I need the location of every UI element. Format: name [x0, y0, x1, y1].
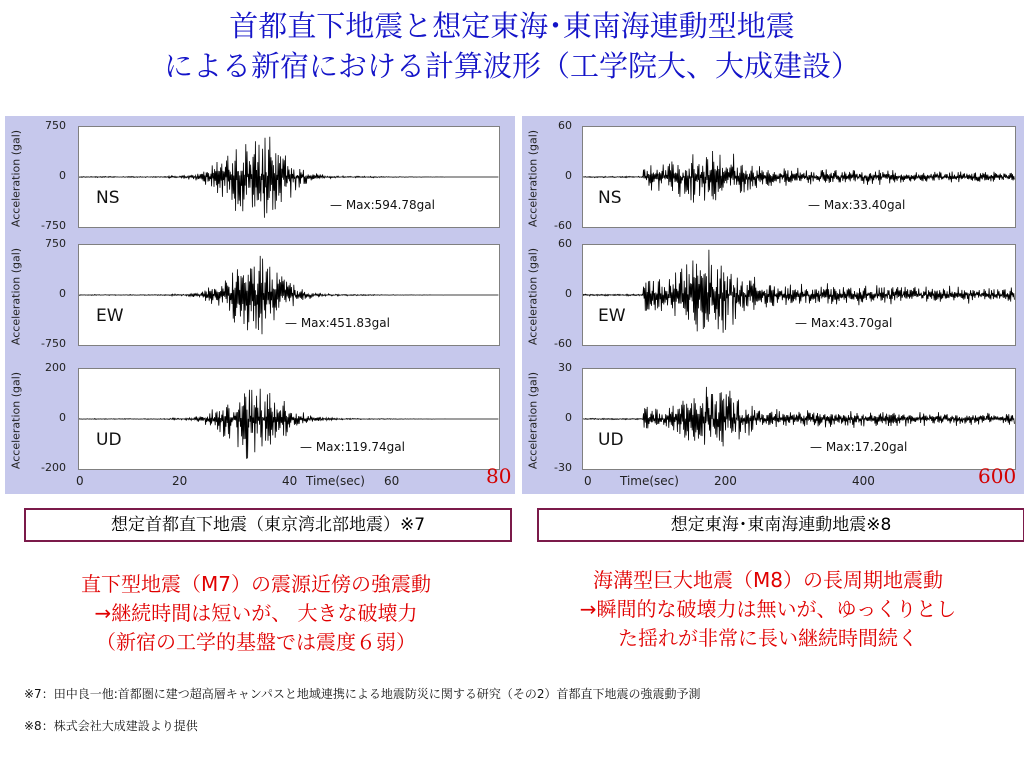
left-ew-ytick-0: 750: [45, 237, 66, 250]
left-ew-max-label: — Max:451.83gal: [285, 316, 390, 330]
right-ns-ytick-2: -60: [554, 219, 572, 232]
left-desc-line-2: →継続時間は短いが、 大きな破壊力: [94, 601, 418, 625]
left-ns-ylabel: Acceleration (gal): [9, 129, 23, 228]
left-ew-waveform: [79, 245, 499, 345]
left-ns-max-label: — Max:594.78gal: [330, 198, 435, 212]
left-xtick-0: 0: [76, 474, 84, 488]
left-desc-line-3: （新宿の工学的基盤では震度６弱）: [96, 630, 416, 654]
left-ns-series-line: [79, 137, 498, 218]
right-xtick-0: 0: [584, 474, 592, 488]
right-ns-ytick-0: 60: [558, 119, 572, 132]
right-xlabel: Time(sec): [620, 474, 679, 488]
right-ud-ytick-2: -30: [554, 461, 572, 474]
right-end-label: 600: [978, 464, 1017, 488]
left-xtick-20: 20: [172, 474, 188, 488]
left-end-label: 80: [486, 464, 512, 488]
right-ud-waveform: [583, 369, 1015, 469]
right-ud-ytick-0: 30: [558, 361, 572, 374]
left-ud-waveform: [79, 369, 499, 469]
right-ud-plot-area: [582, 368, 1016, 470]
right-ew-ytick-0: 60: [558, 237, 572, 250]
left-ns-component-label: NS: [96, 188, 120, 208]
right-ns-waveform: [583, 127, 1015, 227]
right-ud-component-label: UD: [598, 430, 624, 450]
right-ew-waveform: [583, 245, 1015, 345]
right-ud-max-label: — Max:17.20gal: [810, 440, 908, 454]
right-ew-ytick-1: 0: [565, 287, 572, 300]
left-ud-series-line: [79, 389, 498, 459]
left-ud-ytick-2: -200: [41, 461, 66, 474]
left-caption: 想定首都直下地震（東京湾北部地震）※7: [24, 508, 512, 542]
right-ew-ytick-2: -60: [554, 337, 572, 350]
right-ew-component-label: EW: [598, 306, 626, 326]
left-ud-plot-area: [78, 368, 500, 470]
right-caption: 想定東海･東南海連動地震※8: [537, 508, 1024, 542]
footnote-7: ※7：田中良一他:首都圏に建つ超高層キャンパスと地域連携による地震防災に関する研究（その2）首都直下地震の強震動予測: [24, 687, 701, 701]
left-ud-component-label: UD: [96, 430, 122, 450]
footnote-8: ※8：株式会社大成建設より提供: [24, 719, 198, 733]
left-ew-component-label: EW: [96, 306, 124, 326]
left-ns-ytick-1: 0: [59, 169, 66, 182]
left-ud-ytick-0: 200: [45, 361, 66, 374]
right-ns-max-label: — Max:33.40gal: [808, 198, 906, 212]
left-ew-ytick-1: 0: [59, 287, 66, 300]
right-ns-series-line: [583, 151, 1014, 203]
left-ns-waveform: [79, 127, 499, 227]
left-xlabel: Time(sec): [306, 474, 365, 488]
left-ud-ylabel: Acceleration (gal): [9, 371, 23, 470]
right-ud-ylabel: Acceleration (gal): [526, 371, 540, 470]
left-ew-ylabel: Acceleration (gal): [9, 247, 23, 346]
left-xtick-60: 60: [384, 474, 400, 488]
left-ns-plot-area: [78, 126, 500, 228]
left-ud-max-label: — Max:119.74gal: [300, 440, 405, 454]
page-title: [0, 6, 1024, 86]
right-xtick-400: 400: [852, 474, 875, 488]
right-ew-plot-area: [582, 244, 1016, 346]
left-ns-ytick-2: -750: [41, 219, 66, 232]
title-line-1: 首都直下地震と想定東海･東南海連動型地震: [229, 9, 795, 43]
left-ew-ytick-2: -750: [41, 337, 66, 350]
right-ns-component-label: NS: [598, 188, 622, 208]
right-ew-ylabel: Acceleration (gal): [526, 247, 540, 346]
right-ud-ytick-1: 0: [565, 411, 572, 424]
right-desc-line-2: →瞬間的な破壊力は無いが、ゆっくりとし: [579, 597, 957, 621]
left-xtick-40: 40: [282, 474, 298, 488]
right-ew-max-label: — Max:43.70gal: [795, 316, 893, 330]
right-xtick-200: 200: [714, 474, 737, 488]
title-line-2: による新宿における計算波形（工学院大、大成建設）: [163, 49, 860, 83]
right-description: [512, 566, 1024, 653]
left-ew-plot-area: [78, 244, 500, 346]
right-ud-series-line: [583, 387, 1014, 447]
right-ns-plot-area: [582, 126, 1016, 228]
left-ud-ytick-1: 0: [59, 411, 66, 424]
left-description: [0, 570, 512, 657]
left-desc-line-1: 直下型地震（M7）の震源近傍の強震動: [81, 572, 431, 596]
right-ns-ylabel: Acceleration (gal): [526, 129, 540, 228]
right-desc-line-1: 海溝型巨大地震（M8）の長周期地震動: [593, 568, 943, 592]
left-ns-ytick-0: 750: [45, 119, 66, 132]
right-ns-ytick-1: 0: [565, 169, 572, 182]
right-desc-line-3: た揺れが非常に長い継続時間続く: [618, 626, 918, 650]
